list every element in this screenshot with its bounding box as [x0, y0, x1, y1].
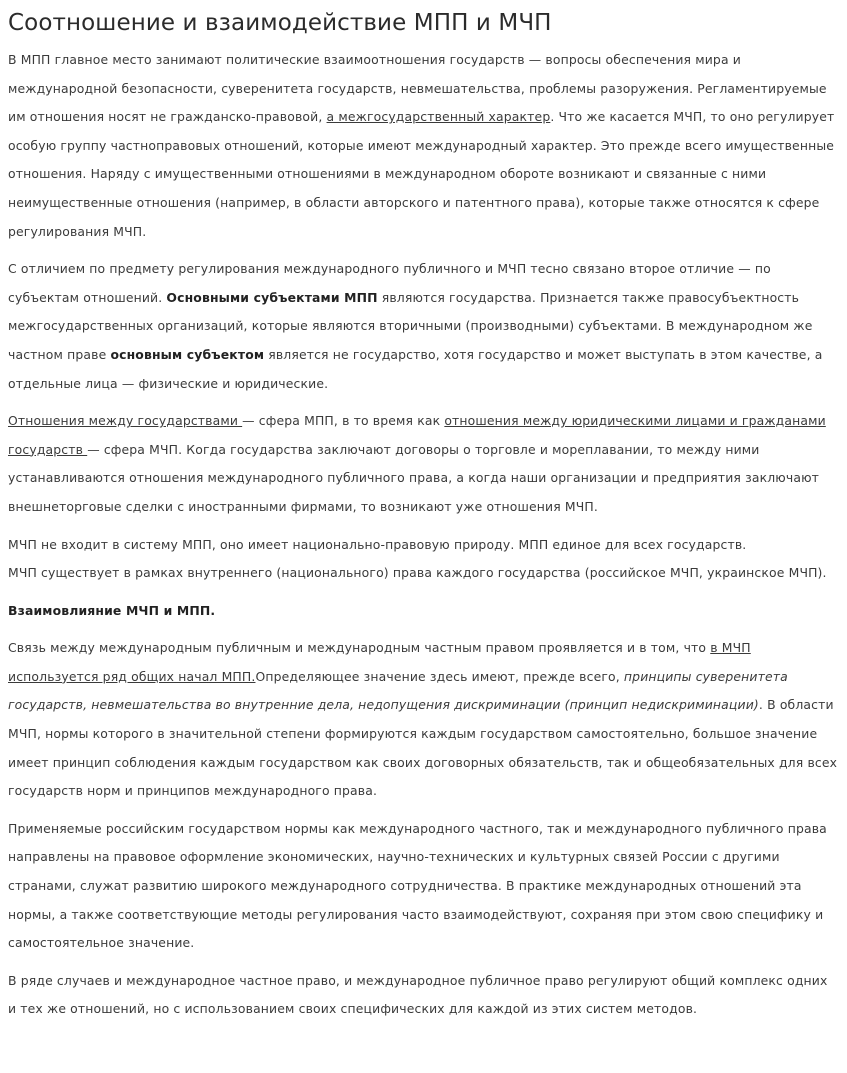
text: Определяющее значение здесь имеют, прежде всего,	[255, 668, 624, 684]
text: . Что же касается МЧП, то оно регулирует особую группу частноправовых отношений, которые имеют международный характер. Это прежде всего имущественные отношения. Наряду с имущественными отношениями в международном обороте возникают и связанные с ними неимущественные отношения (например, в области авторского и патентного права), которые также относятся к сфере регулирования МЧП.	[8, 109, 835, 239]
text: . В области МЧП, нормы которого в значительной степени формируются каждым государством самостоятельно, большое значение имеет принцип соблюдения каждым государством как своих договорных обязательств, так и общеобязательных для всех государств норм и принципов международного права.	[8, 697, 838, 799]
paragraph-2	[8, 255, 839, 398]
italic-text: принципы суверенитета государств, невмешательства во внутренние дела, недопущения дискриминации (принцип недискриминации)	[8, 668, 788, 713]
paragraph-3	[8, 407, 839, 521]
paragraph-5	[8, 634, 839, 806]
link-relations-between-legal-entities[interactable]: отношения между юридическими лицами и гражданами государств	[8, 413, 826, 457]
page-title: Соотношение и взаимодействие МПП и МЧП	[8, 10, 552, 36]
bold-term: Основными субъектами МПП	[166, 289, 378, 305]
paragraph-7	[8, 967, 839, 1024]
link-relations-between-states[interactable]: Отношения между государствами	[8, 413, 243, 429]
text: являются государства. Признается также правосубъектность межгосударственных организаций, которые являются вторичными (производными) субъектами. В международном же частном праве	[8, 289, 813, 362]
section-heading	[8, 597, 839, 626]
text: Применяемые российским государством нормы как международного частного, так и международного публичного права направлены на правовое оформление экономических, научно-технических и культурных связей России с другими странами, служат развитию широкого международного сотрудничества. В практике международных отношений эта нормы, а также соответствующие методы регулирования часто взаимодействуют, сохраняя при этом свою специфику и самостоятельное значение.	[8, 820, 827, 951]
text: МЧП не входит в систему МПП, оно имеет национально-правовую природу. МПП единое для всех государств.	[8, 536, 747, 552]
link-interstate-character[interactable]: а межгосударственный характер	[326, 109, 551, 125]
text: — сфера МЧП. Когда государства заключают договоры о торговле и мореплавании, то между ними устанавливаются отношения международного публичного права, а когда наши организации и предприятия заключают внешнеторговые сделки с иностранными фирмами, то возникают уже отношения МЧП.	[8, 441, 820, 514]
text: С отличием по предмету регулирования международного публичного и МЧП тесно связано второе отличие — по субъектам отношений.	[8, 261, 771, 305]
text: В МПП главное место занимают политические взаимоотношения государств — вопросы обеспечения мира и международной безопасности, суверенитета государств, невмешательства, проблемы разоружения. Регламентируемые им отношения носят не гражданско-правовой,	[8, 52, 827, 125]
paragraph-4	[8, 531, 839, 588]
bold-term: основным субъектом	[110, 346, 265, 362]
text: является не государство, хотя государство и может выступать в этом качестве, а отдельные лица — физические и юридические.	[8, 346, 823, 391]
text: — сфера МПП, в то время как	[242, 413, 445, 429]
link-common-principles[interactable]: в МЧП используется ряд общих начал МПП.	[8, 640, 751, 684]
paragraph-6	[8, 815, 839, 958]
section-heading-text: Взаимовлияние МЧП и МПП.	[8, 602, 216, 618]
text: Связь между международным публичным и международным частным правом проявляется и в том, что	[8, 640, 711, 656]
paragraph-1	[8, 46, 839, 246]
text: МЧП существует в рамках внутреннего (национального) права каждого государства (российское МЧП, украинское МЧП).	[8, 565, 827, 581]
text: В ряде случаев и международное частное право, и международное публичное право регулируют общий комплекс одних и тех же отношений, но с использованием своих специфических для каждой из этих систем методов.	[8, 972, 828, 1017]
